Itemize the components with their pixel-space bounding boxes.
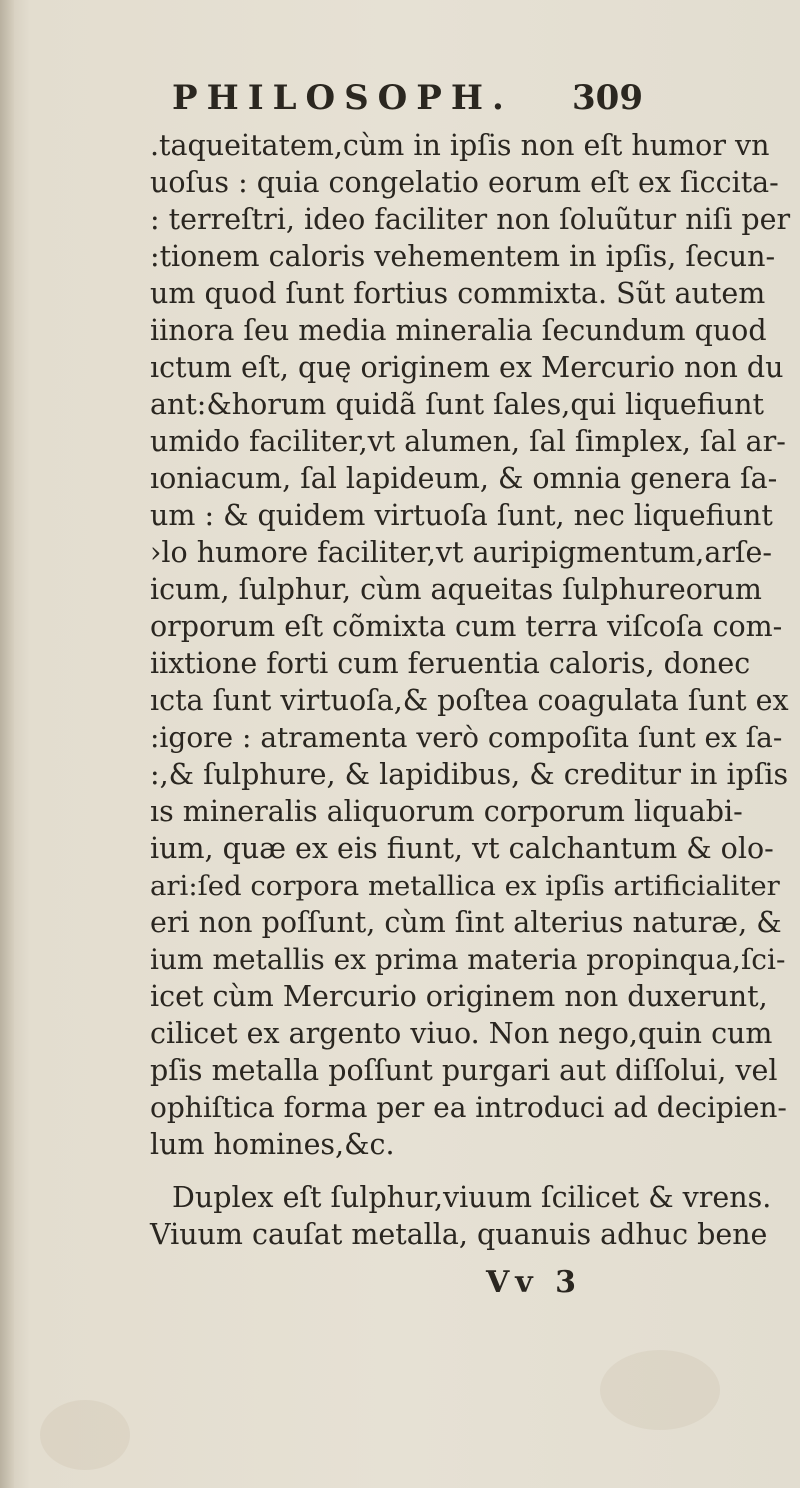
text-line: ıctum eſt, quę originem ex Mercurio non du — [150, 351, 784, 384]
page-gutter — [0, 0, 14, 1488]
text-line: :,& ſulphure, & lapidibus, & creditur in ipſis — [150, 758, 789, 791]
text-line: iixtione forti cum feruentia caloris, donec — [150, 647, 751, 680]
running-head: PHILOSOPH. — [172, 78, 513, 118]
text-line: umido faciliter,vt alumen, ſal ſimplex, ſal ar- — [150, 425, 786, 458]
text-line: um : & quidem virtuoſa ſunt, nec liquefiunt — [150, 499, 773, 532]
text-line: ıs mineralis aliquorum corporum liquabi- — [150, 795, 743, 828]
text-line: ophiſtica forma per ea introduci ad decipien- — [150, 1091, 787, 1124]
text-line: icum, ſulphur, cùm aqueitas ſulphureorum — [150, 573, 762, 606]
text-line: ›lo humore faciliter,vt auripigmentum,arſe- — [150, 536, 772, 569]
paper-stain — [600, 1350, 720, 1430]
text-line: Duplex eſt ſulphur,viuum ſcilicet & vrens. — [172, 1181, 772, 1214]
text-line: Viuum cauſat metalla, quanuis adhuc bene — [150, 1218, 768, 1251]
text-line: eri non poſſunt, cùm ſint alterius naturæ, & — [150, 906, 782, 939]
text-line: iinora ſeu media mineralia ſecundum quod — [150, 314, 767, 347]
text-line: um quod ſunt fortius commixta. Sũt autem — [150, 277, 766, 310]
text-line: uoſus : quia congelatio eorum eſt ex ſiccita- — [150, 166, 779, 199]
text-line: cilicet ex argento viuo. Non nego,quin cum — [150, 1017, 773, 1050]
text-line: ant:&horum quidã ſunt ſales,qui liquefiunt — [150, 388, 764, 421]
text-line: ium, quæ ex eis fiunt, vt calchantum & olo- — [150, 832, 774, 865]
paper-stain — [40, 1400, 130, 1470]
text-line: :igore : atramenta verò compoſita ſunt ex ſa- — [150, 721, 783, 754]
text-line: pſis metalla poſſunt purgari aut diſſolui, vel — [150, 1054, 778, 1087]
page-header — [0, 78, 800, 128]
text-line: :tionem caloris vehementem in ipſis, ſecun- — [150, 240, 776, 273]
text-line: icet cùm Mercurio originem non duxerunt, — [150, 980, 768, 1013]
text-line: ıcta ſunt virtuoſa,& poſtea coagulata ſunt ex — [150, 684, 789, 717]
text-line: : terreſtri, ideo faciliter non ſoluũtur niſi per — [150, 203, 791, 236]
text-line: .taqueitatem,cùm in ipſis non eſt humor vn — [150, 129, 770, 162]
text-line: ari:ſed corpora metallica ex ipſis artificialiter — [150, 870, 780, 902]
text-line: ium metallis ex prima materia propinqua,ſci- — [150, 943, 786, 976]
text-line: ıoniacum, ſal lapideum, & omnia genera ſa- — [150, 462, 778, 495]
page-number: 309 — [572, 78, 643, 118]
text-line: orporum eſt cõmixta cum terra viſcoſa com- — [150, 610, 783, 643]
text-line: lum homines,&c. — [150, 1128, 395, 1161]
signature-mark: Vv 3 — [486, 1265, 583, 1300]
